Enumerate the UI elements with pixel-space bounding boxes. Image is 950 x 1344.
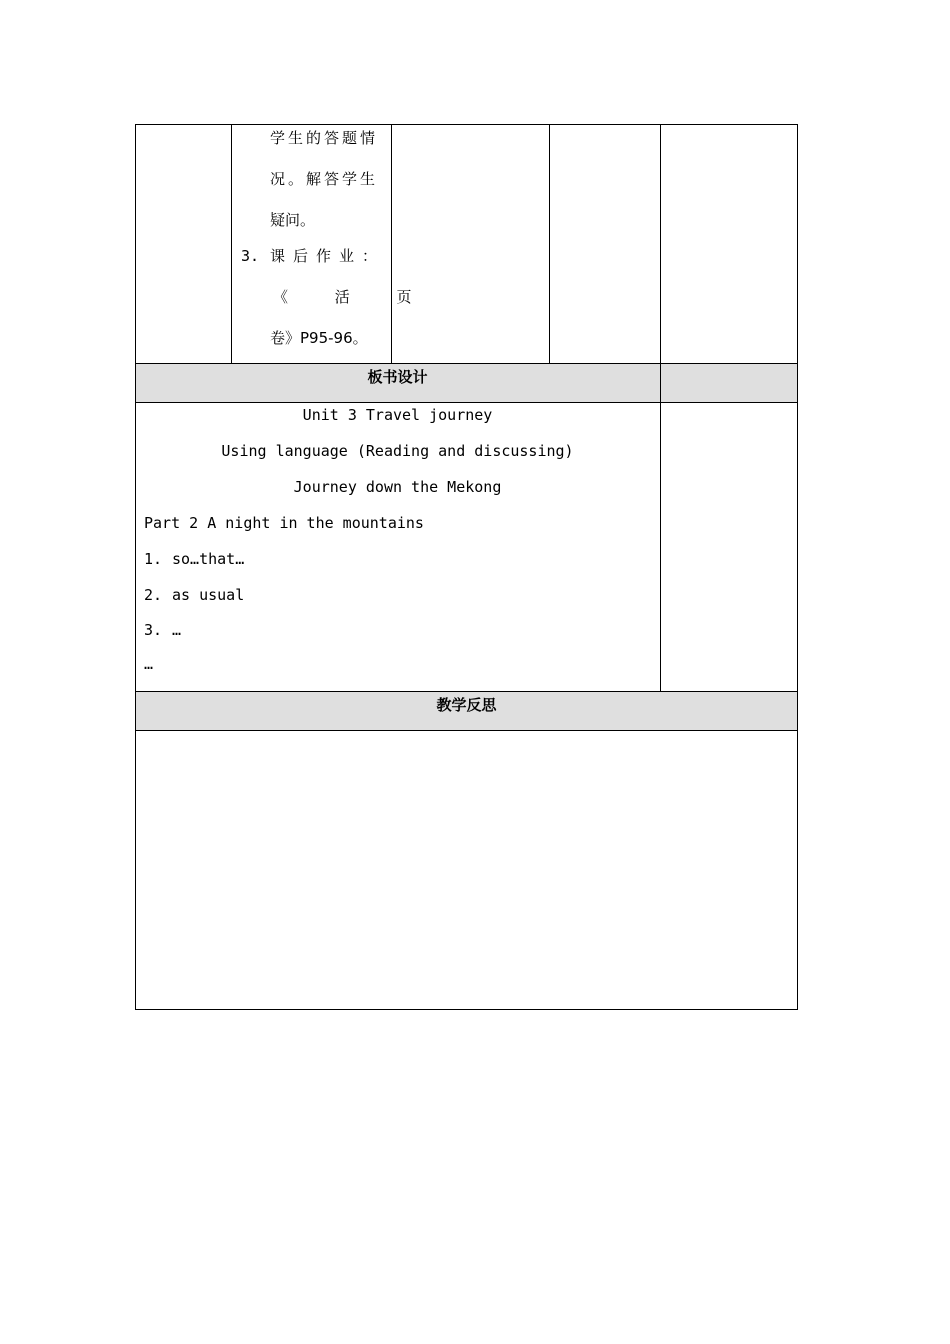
board-part: Part 2 A night in the mountains bbox=[144, 514, 424, 532]
board-design-heading: 板书设计 bbox=[367, 368, 428, 386]
board-item-number: 1. bbox=[144, 550, 163, 568]
board-item-text: as usual bbox=[172, 586, 245, 604]
row-divider bbox=[135, 363, 798, 364]
column-divider bbox=[391, 124, 392, 364]
board-item-text: … bbox=[172, 621, 182, 639]
board-title: Unit 3 Travel journey bbox=[302, 406, 493, 424]
continuation-line: 疑问。 bbox=[270, 211, 316, 229]
board-item-text: so…that… bbox=[172, 550, 245, 568]
board-design-side-header-bg bbox=[660, 363, 798, 402]
continuation-line: 况。解答学生 bbox=[270, 170, 379, 188]
homework-item-number: 3. bbox=[241, 247, 260, 265]
reflection-heading: 教学反思 bbox=[436, 696, 497, 714]
board-ellipsis: … bbox=[144, 655, 154, 673]
homework-line: 卷》P95-96。 bbox=[270, 329, 368, 347]
homework-line: 课后作业： bbox=[270, 247, 386, 265]
homework-line: 《 活 页 bbox=[273, 288, 426, 306]
table-border-bottom bbox=[135, 1009, 798, 1010]
board-topic: Journey down the Mekong bbox=[293, 478, 502, 496]
row-divider bbox=[135, 691, 798, 692]
column-divider bbox=[660, 124, 661, 692]
table-border-left bbox=[135, 124, 136, 1010]
column-divider bbox=[231, 124, 232, 364]
lesson-plan-table bbox=[135, 124, 798, 1010]
board-item-number: 2. bbox=[144, 586, 163, 604]
column-divider bbox=[549, 124, 550, 364]
row-divider bbox=[135, 402, 798, 403]
board-subtitle: Using language (Reading and discussing) bbox=[221, 442, 574, 460]
board-item-number: 3. bbox=[144, 621, 163, 639]
continuation-line: 学生的答题情 bbox=[270, 129, 379, 147]
row-divider bbox=[135, 730, 798, 731]
table-border-top bbox=[135, 124, 798, 125]
table-border-right bbox=[797, 124, 798, 1010]
